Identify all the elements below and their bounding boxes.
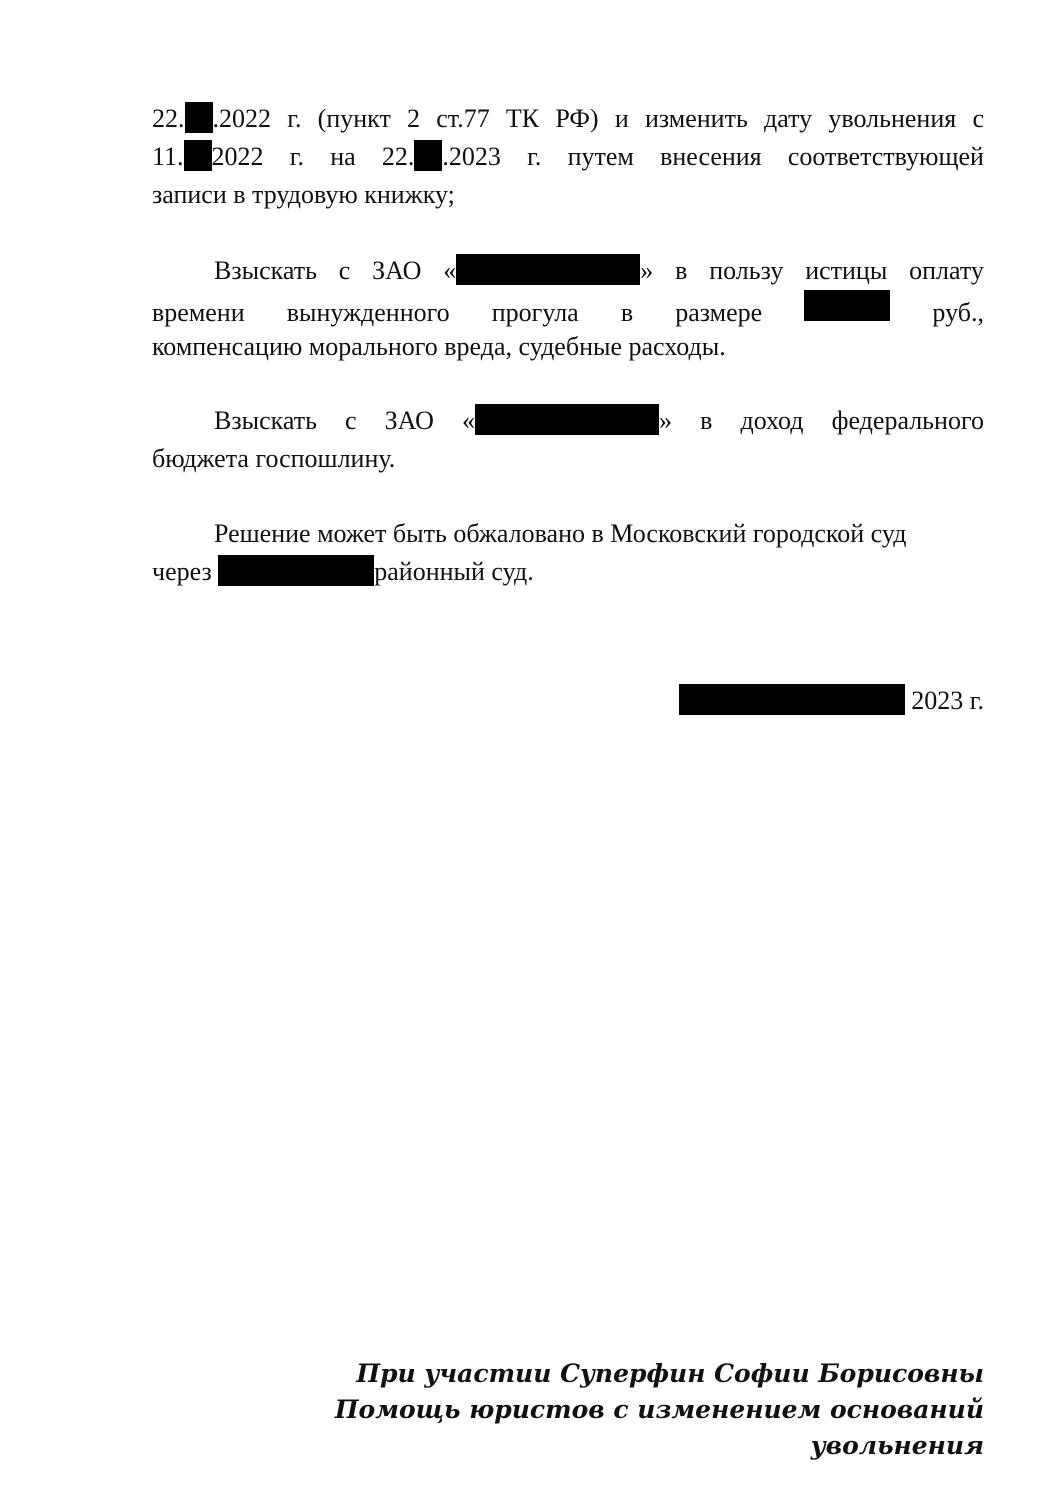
text-fragment: » (659, 406, 673, 435)
paragraph-line (152, 553, 984, 591)
text-fragment: дату (764, 104, 813, 133)
text-fragment: в (620, 298, 634, 327)
word-group (382, 138, 501, 176)
text-fragment: прогула (491, 298, 579, 327)
text-fragment: на (330, 142, 356, 171)
text-fragment: руб., (932, 298, 984, 327)
redaction-box (414, 140, 442, 171)
text-fragment: оплату (909, 256, 984, 285)
text-fragment: соответствующей (787, 142, 984, 171)
paragraph-appeal (152, 515, 984, 591)
paragraph-line: бюджета госпошлину. (152, 444, 396, 473)
text-fragment: « (443, 256, 457, 285)
text-fragment: в (700, 406, 713, 435)
text-fragment: ТК (505, 104, 540, 133)
text-fragment: 2 (407, 104, 421, 133)
text-fragment: « (462, 406, 476, 435)
text-fragment: изменить (644, 104, 748, 133)
redaction-box (456, 254, 640, 285)
text-fragment: г. (289, 142, 304, 171)
text-fragment: г. (527, 142, 542, 171)
paragraph-line (152, 138, 984, 176)
text-fragment: ЗАО (384, 406, 434, 435)
text-fragment: Взыскать (214, 256, 317, 285)
text-fragment: с (972, 104, 984, 133)
text-fragment: Взыскать (214, 406, 317, 435)
text-fragment: с (345, 406, 357, 435)
text-fragment: (пункт (317, 104, 391, 133)
text-fragment: » (640, 256, 654, 285)
redaction-box (475, 404, 659, 435)
text-fragment: районный суд. (374, 557, 534, 586)
word-group (152, 100, 271, 138)
text-fragment: федерального (831, 406, 984, 435)
text-fragment: времени (152, 298, 245, 327)
word-group (462, 402, 672, 440)
text-fragment: внесения (660, 142, 762, 171)
paragraph-line (152, 252, 984, 290)
text-fragment: .2023 (442, 142, 501, 171)
paragraph-line (152, 402, 984, 440)
paragraph-line: компенсацию морального вреда, судебные расходы. (152, 332, 726, 361)
footer-credit (224, 1356, 984, 1464)
footer-line: увольнения (810, 1431, 984, 1460)
text-fragment: РФ) (555, 104, 599, 133)
text-fragment: г. (287, 104, 302, 133)
paragraph-line: записи в трудовую книжку; (152, 180, 455, 209)
paragraph-line (152, 100, 984, 138)
text-fragment: и (614, 104, 629, 133)
text-fragment: доход (740, 406, 804, 435)
text-fragment: пользу (709, 256, 784, 285)
text-fragment: 11. (152, 142, 184, 171)
text-fragment: увольнения (828, 104, 957, 133)
text-fragment: через (152, 557, 212, 586)
text-fragment: в (675, 256, 688, 285)
footer-line: При участии Суперфин Софии Борисовны (356, 1359, 984, 1388)
word-group (443, 252, 653, 290)
text-fragment: .2022 (212, 104, 271, 133)
redaction-box (184, 140, 212, 171)
text-fragment: вынужденного (286, 298, 450, 327)
text-fragment: истицы (805, 256, 888, 285)
text-fragment: 22. (381, 142, 415, 171)
text-fragment: 2022 (211, 142, 264, 171)
footer-line: Помощь юристов с изменением оснований (334, 1395, 984, 1424)
text-fragment: ст.77 (436, 104, 490, 133)
text-fragment: путем (567, 142, 634, 171)
paragraph-dismissal-date (152, 100, 984, 214)
paragraph-compensation (152, 252, 984, 366)
decision-date (679, 682, 984, 720)
text-fragment: ЗАО (372, 256, 422, 285)
redaction-box (185, 102, 213, 133)
redaction-box (218, 555, 374, 586)
date-year: 2023 г. (911, 686, 984, 715)
text-fragment: размере (675, 298, 763, 327)
text-fragment: 22. (152, 104, 185, 133)
redaction-box (804, 290, 890, 321)
text-fragment: с (338, 256, 351, 285)
paragraph-line: Решение может быть обжаловано в Московский городской суд (214, 519, 907, 548)
redaction-box (679, 684, 905, 715)
word-group (152, 138, 264, 176)
paragraph-state-duty (152, 402, 984, 478)
paragraph-line (152, 290, 984, 328)
